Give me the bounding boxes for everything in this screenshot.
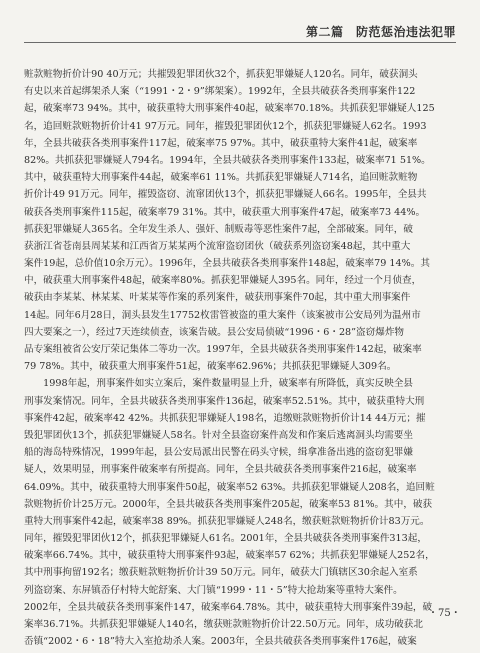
text-line: 疑人，效果明显，刑事案件破案率有所提高。同年，全县共破获各类刑事案件216起，破案率 bbox=[24, 464, 417, 476]
text-line: 破获由李某某、林某某、叶某某等作案的系列案件，破获刑事案件70起，其中重大刑事案件 bbox=[24, 292, 411, 304]
text-line: 折价计49 91万元。同年，摧毁盗窃、流窜团伙13个，抓获犯罪嫌疑人66名。1995年，全县共 bbox=[24, 189, 427, 201]
header-rule bbox=[24, 42, 456, 43]
text-line: 获浙江省苍南县周某某和江西省万某某两个流窜盗窃团伙（破获系列盗窃案48起，其中重大 bbox=[24, 240, 411, 252]
text-line: 其中，破获重特大刑事案件44起，破案率61 11%。共抓获犯罪嫌疑人714名，追回赃款赃物 bbox=[24, 172, 418, 184]
text-line: 年，全县共破获各类刑事案件117起，破案率75 97%。其中，破获重特大案件41起，破案率 bbox=[24, 137, 418, 149]
text-line: 82%。共抓获犯罪嫌疑人794名。1994年，全县共破获各类刑事案件133起，破案率71 51%。 bbox=[24, 154, 431, 166]
text-line: 船的海岛特殊情况，1999年起，县公安局派出民警在码头守候，缉拿准备出逃的盗窃犯罪嫌 bbox=[24, 447, 413, 459]
text-line: 赃款赃物折价计90 40万元；共摧毁犯罪团伙32个，抓获犯罪嫌疑人120名。同年，破获洞头 bbox=[24, 69, 418, 80]
text-line: 款赃物折价计25万元。2000年，全县共破获各类刑事案件205起，破案率53 81%。其中，破获 bbox=[24, 498, 433, 510]
running-header bbox=[24, 23, 456, 43]
text-line: 起，破案率73 94%。其中，破获重特大刑事案件40起，破案率70.18%。共抓获犯罪嫌疑人125 bbox=[24, 103, 435, 115]
text-line: 抓获犯罪嫌疑人365名。全年发生杀人、强奸、制贩毒等恶性案件7起，全部破案。同年，破 bbox=[24, 223, 413, 235]
text-line: 列盗窃案、东屏镇岙仔村特大蛇舒案、大门镇“1999・11・5”特大抢劫案等重特大案件。 bbox=[24, 584, 403, 596]
text-line: 品专案组被省公安厅荣记集体二等功一次。1997年，全县共破获各类刑事案件142起，破案率 bbox=[24, 344, 422, 355]
text-line: 破获各类刑事案件115起，破案率79 31%。其中，破获重大刑事案件47起，破案率73 44%。 bbox=[24, 206, 426, 218]
text-line: 岙镇“2002・6・18”特大入室抢劫杀人案。2003年，全县共破获各类刑事案件176起，破案 bbox=[24, 636, 417, 648]
page-number: ・75・ bbox=[428, 608, 461, 619]
text-line: 64.09%。其中，破获重特大刑事案件50起，破案率52 63%。共抓获犯罪嫌疑人208名，追回赃 bbox=[24, 481, 435, 493]
text-line: 刑事发案情况。同年，全县共破获各类刑事案件136起，破案率52.51%。其中，破获重特大刑 bbox=[24, 395, 425, 407]
text-line: 同年，摧毁犯罪团伙12个，抓获犯罪嫌疑人61名。2001年，全县共破获各类刑事案件313起， bbox=[24, 533, 427, 545]
text-line: 重特大刑事案件42起，破案率38 89%。抓获犯罪嫌疑人248名，缴获赃款赃物折价计83万元。 bbox=[24, 515, 430, 527]
text-line: 案率36.71%。共抓获犯罪嫌疑人140名，缴获赃款赃物折价计22.50万元。同年，成功破获北 bbox=[24, 619, 423, 630]
text-line: 79 78%。其中，破获重大刑事案件51起，破案率62.96%；共抓获犯罪嫌疑人309名。 bbox=[24, 361, 397, 373]
text-line: 有史以来首起绑架杀人案（“1991・2・9”绑架案）。1992年，全县共破获各类刑事案件122 bbox=[24, 86, 416, 98]
text-line: 事案件42起，破案率42 42%。共抓获犯罪嫌疑人198名，追缴赃款赃物折价计14 44万元；摧 bbox=[24, 412, 426, 424]
text-line: 四大要案之一），经过7天连续侦查，该案告破。县公安局侦破“1996・6・28”盗窃爆炸物 bbox=[24, 326, 405, 338]
text-line: 其中刑事拘留192名；缴获赃款赃物折价计39 50万元。同年，破获大门镇辖区30余起入室系 bbox=[24, 567, 418, 579]
text-line: 中，破获重大刑事案件48起，破案率80%。抓获犯罪嫌疑人395名。同年，经过一个月侦查， bbox=[24, 275, 422, 287]
text-line: 2002年，全县共破获各类刑事案件147，破案率64.78%。其中，破获重特大刑事案件39起，破 bbox=[24, 601, 433, 613]
text-line: 案件19起，总价值10余万元）。1996年，全县共破获各类刑事案件148起，破案率79 14%。其 bbox=[24, 258, 430, 270]
text-line: 破案率66.74%。其中，破获重特大刑事案件93起，破案率57 62%；共抓获犯罪嫌疑人252名， bbox=[24, 550, 435, 562]
text-line: 毁犯罪团伙13个，抓获犯罪嫌疑人58名。针对全县盗窃案件高发和作案后逃离洞头均需要坐 bbox=[24, 429, 413, 441]
text-line: 1998年起，刑事案件如实立案后，案件数量明显上升，破案率有所降低，真实反映全县 bbox=[24, 378, 413, 390]
chapter-title: 第二篇 防范惩治违法犯罪 bbox=[305, 25, 456, 39]
text-line: 14起。同年6月28日，洞头县发生17752枚雷管被盗的重大案件（该案被市公安局列为温州市 bbox=[24, 309, 421, 321]
text-line: 名，追回赃款赃物折价计41 97万元。同年，摧毁犯罪团伙12个，抓获犯罪嫌疑人62名。1993 bbox=[24, 120, 427, 132]
body-text bbox=[24, 66, 462, 650]
